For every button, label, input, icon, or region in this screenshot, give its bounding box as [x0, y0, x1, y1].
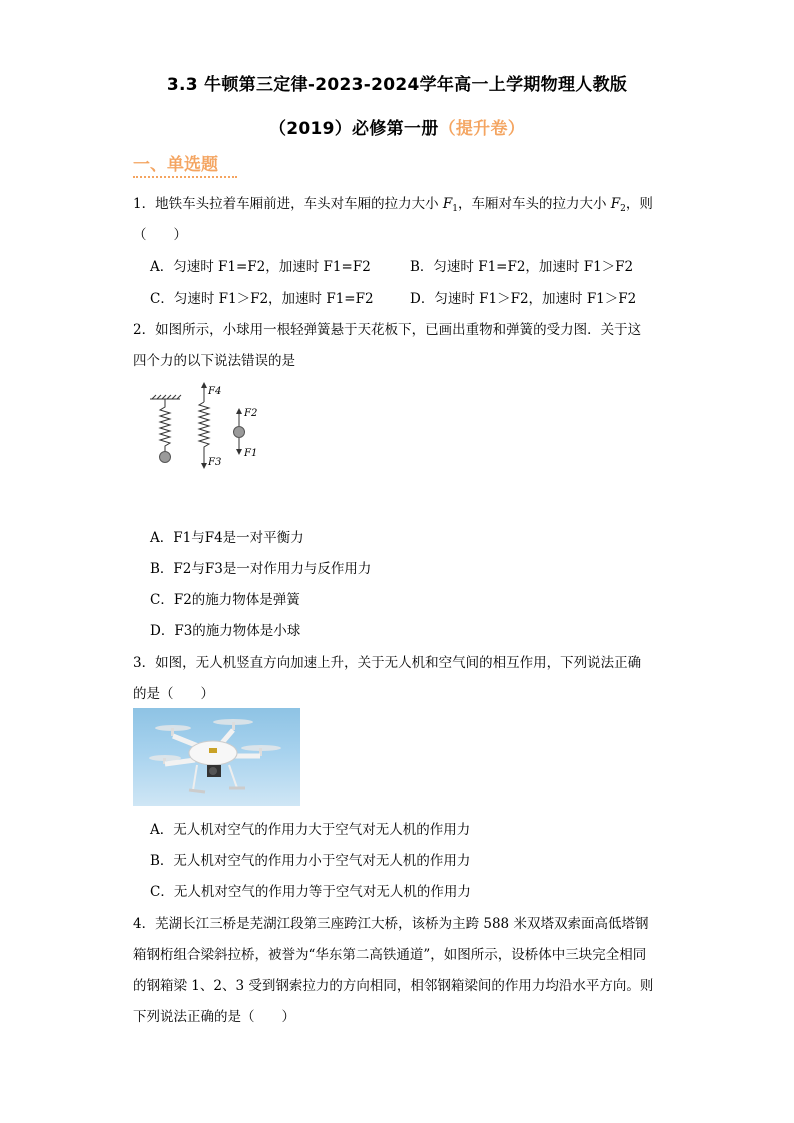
q4-stem-line2: 箱钢桁组合梁斜拉桥，被誉为“华东第二高铁通道”，如图所示，设桥体中三块完全相同	[133, 947, 647, 963]
q2-option-b: B．F2与F3是一对作用力与反作用力	[150, 561, 372, 577]
q1-stem-line2: （ ）	[133, 227, 187, 243]
q2-stem-line2: 四个力的以下说法错误的是	[133, 353, 295, 369]
hanging-ball	[160, 452, 171, 463]
document-title-line1: 3.3 牛顿第三定律-2023-2024学年高一上学期物理人教版	[166, 75, 628, 95]
ceiling-hatch	[150, 395, 181, 399]
q3-option-c: C．无人机对空气的作用力等于空气对无人机的作用力	[150, 884, 471, 900]
q3-stem-line1: 3．如图，无人机竖直方向加速上升，关于无人机和空气间的相互作用，下列说法正确	[133, 655, 642, 671]
section-heading: 一、单选题	[133, 155, 218, 175]
q3-stem-line2: 的是（ ）	[133, 686, 214, 702]
q1-option-a: A．匀速时 F1=F2，加速时 F1=F2	[150, 259, 371, 275]
title-text: （2019）必修第一册	[268, 119, 439, 139]
label-f1: F1	[244, 448, 258, 459]
section-underline	[133, 176, 237, 178]
drone-illustration	[133, 708, 300, 806]
difficulty-tag: （提升卷）	[438, 119, 526, 139]
q1-stem-line1: 1．地铁车头拉着车厢前进，车头对车厢的拉力大小 $F_1$，车厢对车头的拉力大小 $F_2$，则	[133, 196, 653, 214]
q2-stem-line1: 2．如图所示，小球用一根轻弹簧悬于天花板下，已画出重物和弹簧的受力图．关于这	[133, 322, 642, 338]
spring-force-diagram	[146, 380, 276, 475]
q2-option-c: C．F2的施力物体是弹簧	[150, 592, 300, 608]
drone-photo	[133, 708, 300, 806]
q3-option-b: B．无人机对空气的作用力小于空气对无人机的作用力	[150, 853, 471, 869]
label-f3: F3	[208, 457, 222, 468]
q3-option-a: A．无人机对空气的作用力大于空气对无人机的作用力	[150, 822, 471, 838]
document-title-line2	[0, 114, 794, 139]
q2-option-a: A．F1与F4是一对平衡力	[150, 530, 304, 546]
label-f2: F2	[244, 408, 258, 419]
q1-option-b: B．匀速时 F1=F2，加速时 F1＞F2	[410, 259, 634, 275]
q4-stem-line4: 下列说法正确的是（ ）	[133, 1009, 295, 1025]
isolated-spring	[199, 402, 209, 450]
q4-stem-line1: 4．芜湖长江三桥是芜湖江段第三座跨江大桥，该桥为主跨 588 米双塔双索面高低塔钢	[133, 916, 649, 932]
q1-option-d: D．匀速时 F1＞F2，加速时 F1＞F2	[410, 291, 637, 307]
q1-option-c: C．匀速时 F1＞F2，加速时 F1=F2	[150, 291, 374, 307]
label-f4: F4	[208, 386, 222, 397]
isolated-ball	[234, 427, 245, 438]
q4-stem-line3: 的钢箱梁 1、2、3 受到钢索拉力的方向相同，相邻钢箱梁间的作用力均沿水平方向。则	[133, 978, 654, 994]
hanging-spring	[160, 399, 170, 452]
q2-option-d: D．F3的施力物体是小球	[150, 623, 301, 639]
